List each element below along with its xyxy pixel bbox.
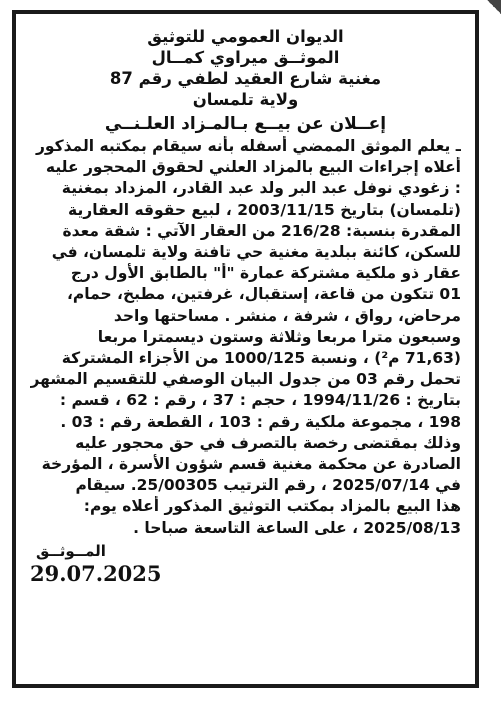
body-line: ـ يعلم الموثق الممضي أسفله بأنه سيقام بمكتبه المذكور [35, 137, 461, 155]
body-line: (71,63 م²) ، ونسبة 1000/125 من الأجزاء المشتركة [61, 349, 461, 368]
body-line: بتاريخ : 1994/11/26 ، حجم : 37 ، رقم : 62 ، قسم : [59, 391, 461, 410]
body-line: مرحاض، رواق ، شرفة ، منشر . مساحتها واحد [113, 306, 461, 325]
notary-address: مغنية شارع العقيد لطفي رقم 87 [109, 69, 382, 88]
body-line: وذلك بمقتضى رخصة بالتصرف في حق محجور عليه [75, 433, 461, 452]
body-line: المقدرة بنسبة: 216/28 من العقار الآتي : شقة معدة [62, 221, 461, 240]
body-line: : زغودي نوفل عبد البر ولد عبد القادر، المزداد بمغنية [61, 179, 461, 198]
body-line: عقار ذو ملكية مشتركة عمارة "أ" بالطابق الأول درج [70, 264, 461, 283]
signature-label: المــوثــق [36, 541, 106, 560]
notary-header [30, 26, 461, 110]
body-line: 2025/08/13 ، على الساعة التاسعة صباحا . [133, 518, 461, 537]
notice-title: إعــلان عن بيــع بـالمـزاد العلـنــي [104, 114, 387, 134]
signature-date: 29.07.2025 [30, 560, 162, 586]
notice-frame [12, 10, 479, 688]
notary-province: ولاية تلمسان [192, 90, 299, 109]
notice-body [30, 136, 461, 539]
body-line: (تلمسان) بتاريخ 2003/11/15 ، لبيع حقوقه العقارية [68, 200, 461, 219]
body-line: تحمل رقم 03 من جدول البيان الوصفي للتقسيم المشهر [30, 370, 461, 389]
body-line: 01 تتكون من قاعة، إستقبال، غرفتين، مطبخ، حمام، [67, 285, 461, 304]
body-line: 198 ، مجموعة ملكية رقم : 103 ، القطعة رقم : 03 . [60, 412, 461, 431]
body-line: هذا البيع بالمزاد بمكتب التوثيق المذكور أعلاه يوم: [83, 497, 461, 516]
office-name: الديوان العمومي للتوثيق [147, 27, 344, 46]
body-line: في 2025/07/14 ، رقم الترتيب 25/00305. سيقام [75, 476, 461, 495]
body-line: أعلاه إجراءات البيع بالمزاد العلني لحقوق المحجور عليه [45, 158, 461, 177]
page-corner-fold [487, 0, 501, 14]
body-line: للسكن، كائنة ببلدية مغنية حي تافنة ولاية تلمسان، في [51, 243, 461, 262]
body-line: الصادرة عن محكمة مغنية قسم شؤون الأسرة ، المؤرخة [41, 455, 461, 474]
notary-name: الموثــق ميراوي كمــال [151, 48, 340, 67]
body-line: وسبعون مترا مربعا وثلاثة وستون ديسمترا مربعا [97, 327, 461, 346]
